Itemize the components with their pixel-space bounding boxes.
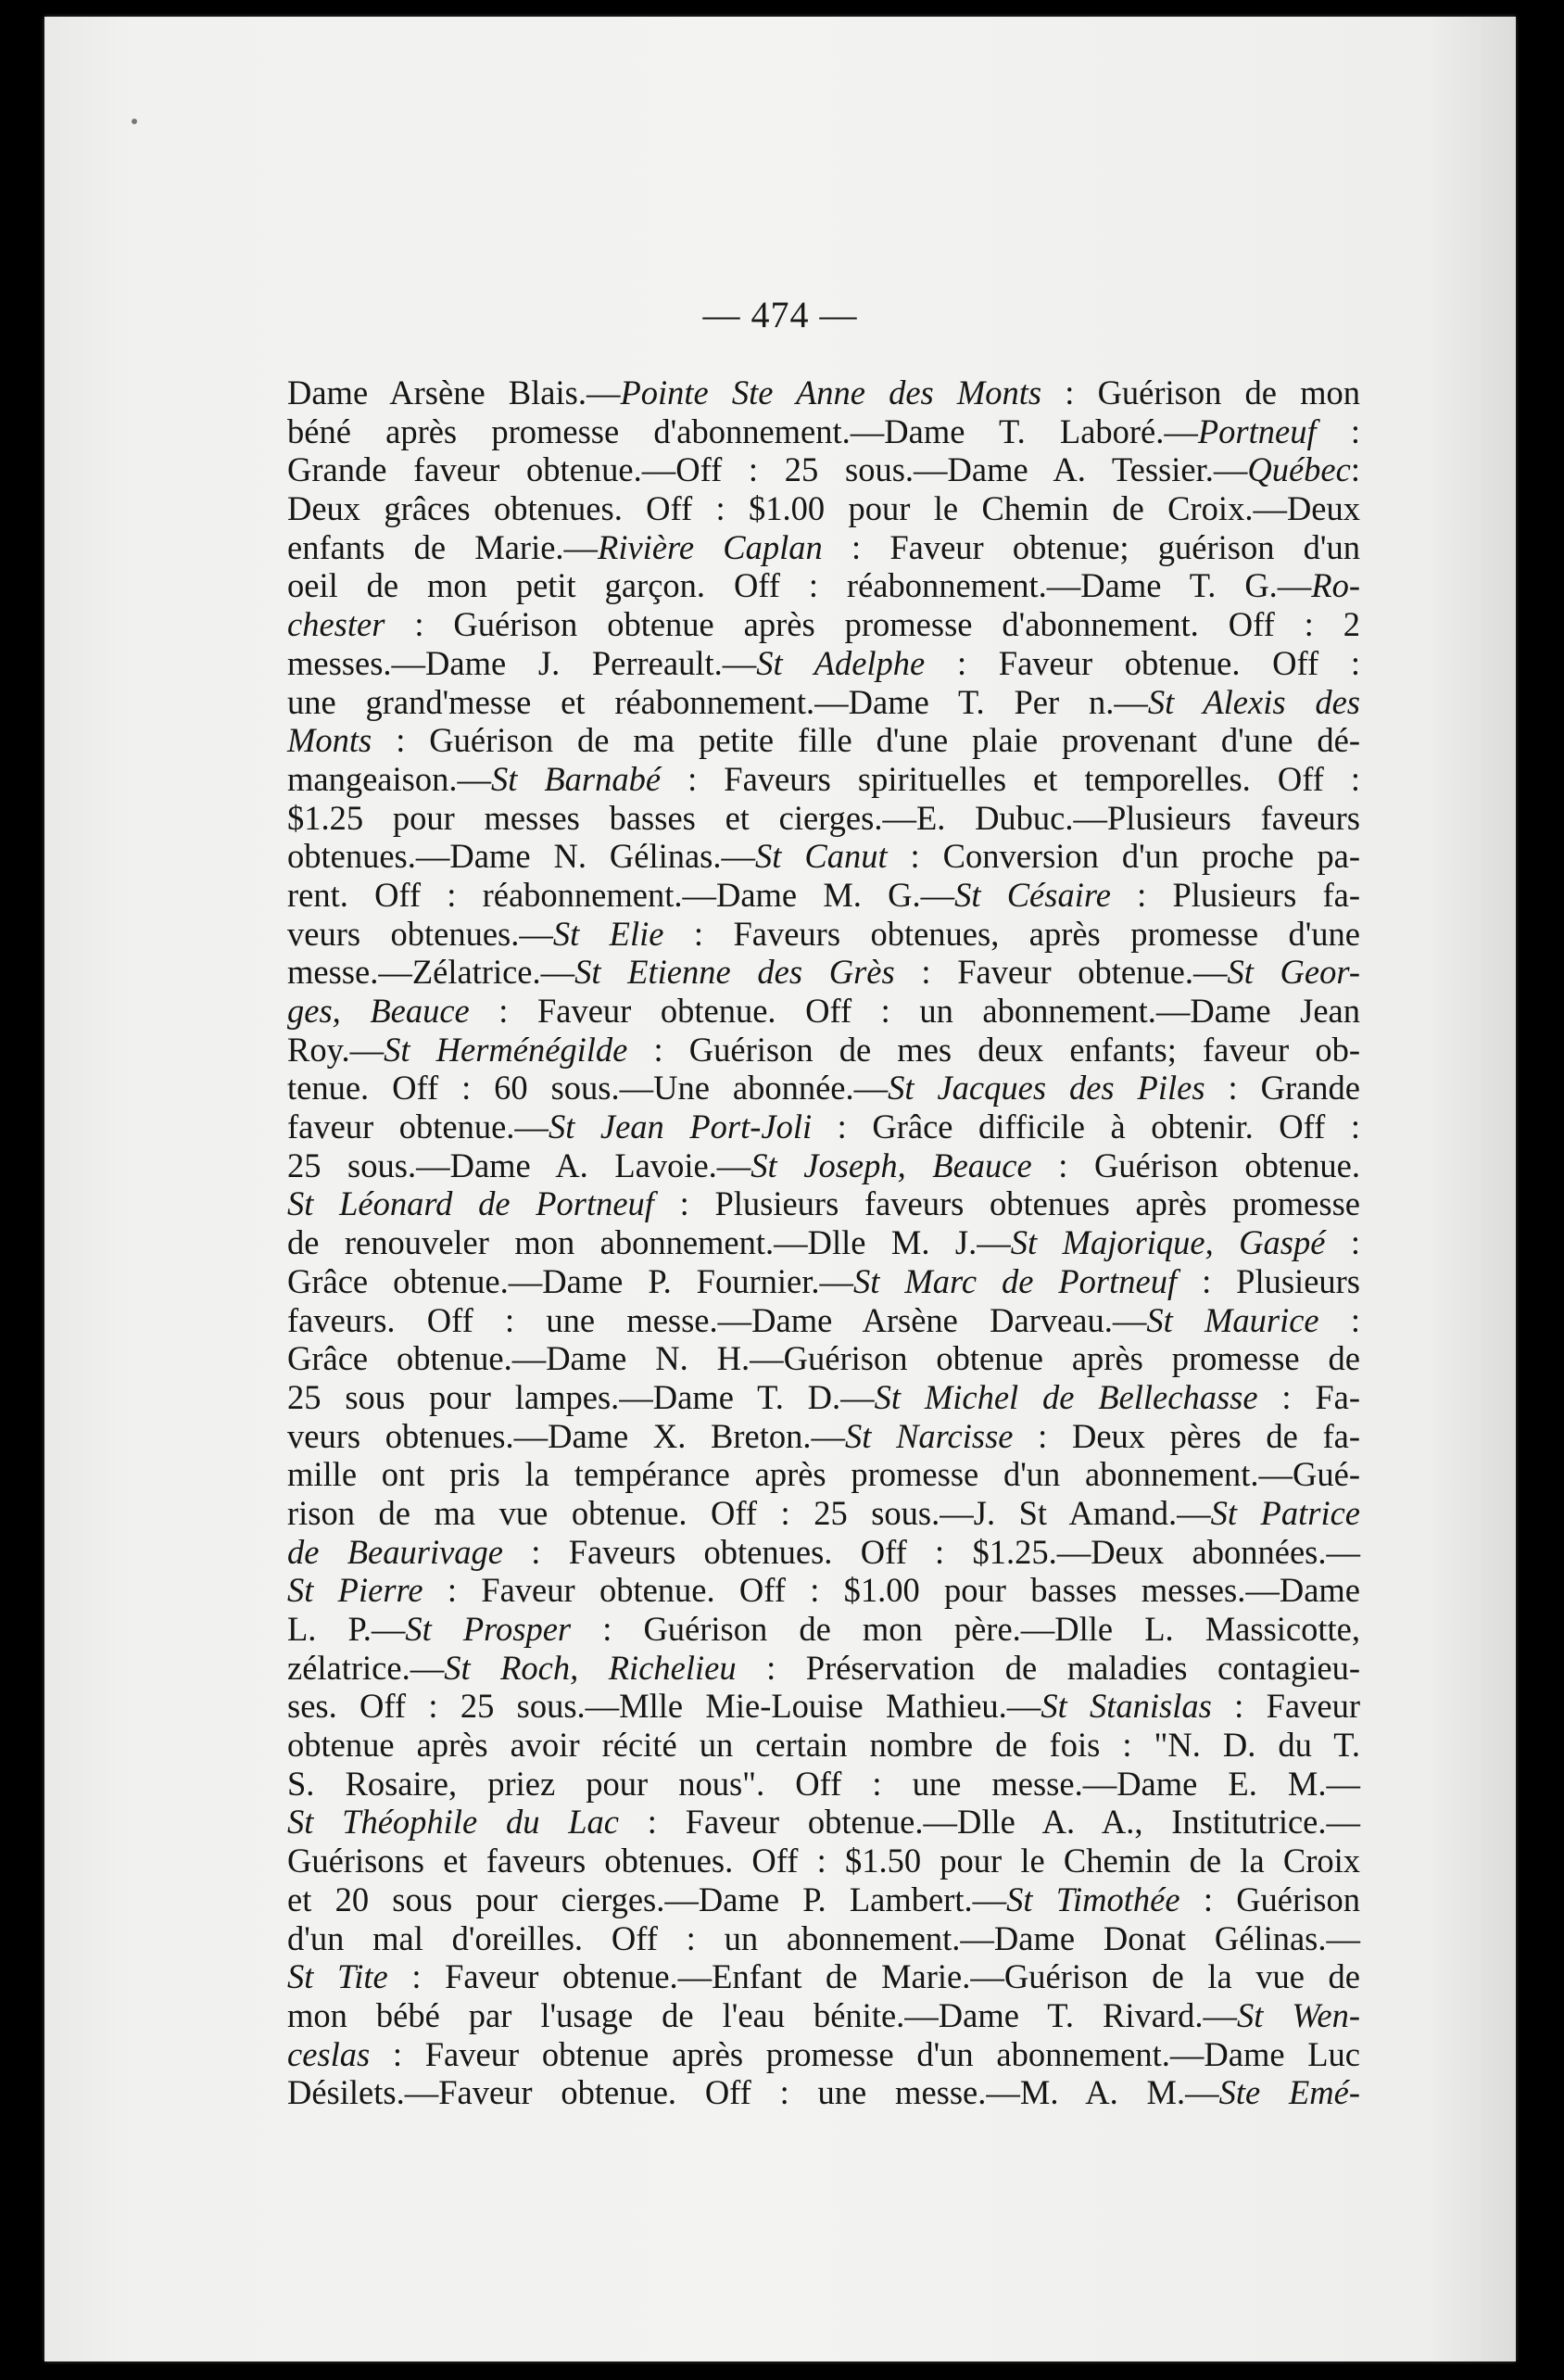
italic-place-name: St Wen- [1236, 1995, 1360, 2034]
text-line [287, 1301, 1360, 1340]
text-line [287, 2035, 1360, 2074]
text-run: : Plusieurs [1177, 1261, 1361, 1300]
text-line [287, 1108, 1360, 1146]
text-line [287, 721, 1360, 760]
text-line [287, 953, 1360, 992]
italic-place-name: Ro- [1311, 566, 1360, 605]
text-run: : Faveur obtenue. Off : $1.00 pour basses messes.—Dame [423, 1571, 1360, 1610]
text-run: : Guérison de mes deux enfants; faveur ob- [627, 1030, 1360, 1069]
text-run: : Guérison obtenue. [1031, 1146, 1360, 1184]
text-line [287, 915, 1360, 954]
text-line [287, 1842, 1360, 1880]
italic-place-name: Québec [1247, 450, 1351, 489]
italic-place-name: Pointe Ste Anne des Monts [620, 373, 1042, 411]
text-line [287, 605, 1360, 644]
text-run: 25 sous.—Dame A. Lavoie.— [287, 1146, 751, 1184]
text-run: Grâce obtenue.—Dame P. Fournier.— [287, 1261, 853, 1300]
italic-place-name: Rivière Caplan [598, 527, 823, 566]
text-run: : Plusieurs fa- [1110, 875, 1361, 914]
text-run: enfants de Marie.— [287, 527, 599, 566]
italic-place-name: chester [287, 605, 385, 644]
italic-place-name: St Stanislas [1041, 1687, 1212, 1726]
text-line [287, 1996, 1360, 2035]
text-line [287, 1184, 1360, 1223]
text-run: : Faveur obtenue; guérison d'un [822, 527, 1360, 566]
text-run: : Faveur obtenue.— [894, 953, 1228, 992]
italic-place-name: St Adelphe [756, 643, 926, 682]
text-line [287, 1649, 1360, 1688]
text-run: d'un mal d'oreilles. Off : un abonnement.—Dame Donat Gélinas.— [287, 1918, 1360, 1957]
text-line [287, 2073, 1360, 2112]
italic-place-name: St Césaire [954, 875, 1111, 914]
italic-place-name: St Canut [755, 837, 888, 876]
text-line [287, 760, 1360, 799]
italic-place-name: ges, Beauce [287, 992, 470, 1030]
italic-place-name: ceslas [287, 2034, 371, 2073]
text-run: obtenues.—Dame N. Gélinas.— [287, 837, 756, 876]
text-run: : Plusieurs faveurs obtenues après promesse [653, 1184, 1360, 1223]
text-run: : [1316, 411, 1360, 450]
text-run: : [1318, 1300, 1360, 1339]
text-line [287, 1378, 1360, 1417]
text-run: : Conversion d'un proche pa- [887, 837, 1360, 876]
text-run: : Faveurs spirituelles et temporelles. Off : [661, 759, 1361, 798]
text-run: obtenue après avoir récité un certain nombre de fois : "N. D. du T. [287, 1726, 1360, 1765]
italic-place-name: St Elie [552, 914, 664, 953]
text-run: Désilets.—Faveur obtenue. Off : une messe.—M. A. M.— [287, 2073, 1219, 2112]
text-run: : [1350, 450, 1360, 489]
text-line [287, 1494, 1360, 1533]
text-line [287, 1069, 1360, 1108]
text-line [287, 1957, 1360, 1996]
text-line [287, 528, 1360, 567]
text-line [287, 1455, 1360, 1494]
page-number: — 474 — [702, 294, 858, 335]
text-run: : Guérison de mon [1041, 373, 1360, 411]
text-run: 25 sous pour lampes.—Dame T. D.— [287, 1377, 875, 1416]
italic-place-name: St Jean Port-Joli [548, 1108, 813, 1146]
italic-place-name: Ste Emé- [1218, 2073, 1361, 2112]
text-run: rent. Off : réabonnement.—Dame M. G.— [287, 875, 955, 914]
italic-place-name: St Prosper [405, 1610, 572, 1648]
text-run: : Fa- [1257, 1377, 1361, 1416]
text-line [287, 992, 1360, 1031]
text-line [287, 1765, 1360, 1804]
text-run: mille ont pris la tempérance après promesse d'un abonnement.—Gué- [287, 1455, 1360, 1494]
text-line [287, 644, 1360, 683]
text-line [287, 373, 1360, 412]
text-line [287, 799, 1360, 838]
italic-place-name: St Timothée [1006, 1880, 1180, 1918]
text-line [287, 683, 1360, 722]
text-run: : Faveurs obtenues. Off : $1.25.—Deux abonnées.— [502, 1532, 1360, 1571]
italic-place-name: St Narcisse [845, 1416, 1014, 1455]
italic-place-name: St Léonard de Portneuf [287, 1184, 654, 1223]
text-run: : Guérison obtenue après promesse d'abonnement. Off : 2 [385, 605, 1360, 644]
text-line [287, 1031, 1360, 1070]
text-run: : Faveur obtenue. Off : [925, 643, 1360, 682]
text-line [287, 1880, 1360, 1919]
text-run: Deux grâces obtenues. Off : $1.00 pour le Chemin de Croix.—Deux [287, 489, 1360, 528]
text-run: mon bébé par l'usage de l'eau bénite.—Dame T. Rivard.— [287, 1995, 1237, 2034]
text-run: faveurs. Off : une messe.—Dame Arsène Darveau.— [287, 1300, 1147, 1339]
text-line [287, 1223, 1360, 1262]
italic-place-name: Monts [287, 721, 372, 760]
text-run: : Guérison de mon père.—Dlle L. Massicotte, [571, 1610, 1360, 1648]
text-run: tenue. Off : 60 sous.—Une abonnée.— [287, 1069, 889, 1108]
text-line [287, 837, 1360, 876]
italic-place-name: St Patrice [1210, 1493, 1360, 1532]
text-run: mangeaison.— [287, 759, 491, 798]
text-run: : Faveur obtenue.—Enfant de Marie.—Guérison de la vue de [387, 1957, 1360, 1996]
italic-place-name: St Théophile du Lac [287, 1803, 619, 1842]
text-line [287, 1571, 1360, 1610]
text-run: : Faveur obtenue.—Dlle A. A., Institutrice.— [618, 1803, 1360, 1842]
text-run: $1.25 pour messes basses et cierges.—E. Dubuc.—Plusieurs faveurs [287, 798, 1360, 837]
italic-place-name: St Herménégilde [384, 1030, 628, 1069]
text-run: rison de ma vue obtenue. Off : 25 sous.—J. St Amand.— [287, 1493, 1211, 1532]
text-run: : Faveurs obtenues, après promesse d'une [663, 914, 1360, 953]
text-run: et 20 sous pour cierges.—Dame P. Lambert.— [287, 1880, 1007, 1918]
text-line [287, 566, 1360, 605]
text-run: ses. Off : 25 sous.—Mlle Mie-Louise Mathieu.— [287, 1687, 1041, 1726]
text-run: messe.—Zélatrice.— [287, 953, 575, 992]
text-run: zélatrice.— [287, 1648, 445, 1687]
italic-place-name: St Joseph, Beauce [750, 1146, 1032, 1184]
text-line [287, 489, 1360, 528]
text-line [287, 450, 1360, 489]
text-run: : Préservation de maladies contagieu- [736, 1648, 1360, 1687]
text-line [287, 1339, 1360, 1378]
italic-place-name: St Pierre [287, 1571, 423, 1610]
italic-place-name: St Etienne des Grès [574, 953, 895, 992]
text-run: : Deux pères de fa- [1013, 1416, 1360, 1455]
italic-place-name: St Jacques des Piles [888, 1069, 1205, 1108]
text-run: : Faveur obtenue après promesse d'un abonnement.—Dame Luc [370, 2034, 1360, 2073]
dust-speck [132, 119, 137, 124]
text-run: messes.—Dame J. Perreault.— [287, 643, 757, 682]
text-run: Roy.— [287, 1030, 385, 1069]
scanned-page [44, 17, 1516, 2361]
italic-place-name: St Alexis des [1147, 682, 1360, 721]
text-line [287, 1417, 1360, 1456]
text-run: veurs obtenues.— [287, 914, 553, 953]
italic-place-name: de Beaurivage [287, 1532, 503, 1571]
text-line [287, 1687, 1360, 1726]
text-line [287, 1803, 1360, 1842]
text-line [287, 1919, 1360, 1958]
text-line [287, 412, 1360, 451]
italic-place-name: St Roch, Richelieu [444, 1648, 737, 1687]
text-run: de renouveler mon abonnement.—Dlle M. J.— [287, 1223, 1011, 1262]
italic-place-name: St Marc de Portneuf [852, 1261, 1178, 1300]
text-run: : Grâce difficile à obtenir. Off : [812, 1108, 1360, 1146]
text-run: S. Rosaire, priez pour nous". Off : une messe.—Dame E. M.— [287, 1764, 1360, 1803]
text-line [287, 1146, 1360, 1185]
italic-place-name: St Tite [287, 1957, 388, 1996]
text-run: béné après promesse d'abonnement.—Dame T. Laboré.— [287, 411, 1198, 450]
italic-place-name: St Majorique, Gaspé [1010, 1223, 1326, 1262]
text-run: : Guérison de ma petite fille d'une plaie provenant d'une dé- [372, 721, 1360, 760]
text-line [287, 876, 1360, 915]
text-run: veurs obtenues.—Dame X. Breton.— [287, 1416, 846, 1455]
text-run: : [1325, 1223, 1360, 1262]
text-run: une grand'messe et réabonnement.—Dame T. Per n.— [287, 682, 1148, 721]
text-run: Guérisons et faveurs obtenues. Off : $1.50 pour le Chemin de la Croix [287, 1842, 1360, 1880]
text-run: Grâce obtenue.—Dame N. H.—Guérison obtenue après promesse de [287, 1339, 1360, 1378]
italic-place-name: Portneuf [1197, 411, 1317, 450]
text-run: : Faveur [1211, 1687, 1360, 1726]
text-run: L. P.— [287, 1610, 406, 1648]
text-line [287, 1262, 1360, 1301]
italic-place-name: St Maurice [1146, 1300, 1319, 1339]
text-run: : Grande [1205, 1069, 1360, 1108]
italic-place-name: St Michel de Bellechasse [874, 1377, 1258, 1416]
text-run: : Faveur obtenue. Off : un abonnement.—Dame Jean [469, 992, 1360, 1030]
text-run: Dame Arsène Blais.— [287, 373, 621, 411]
text-run: : Guérison [1179, 1880, 1361, 1918]
italic-place-name: St Geor- [1227, 953, 1360, 992]
text-run: Grande faveur obtenue.—Off : 25 sous.—Dame A. Tessier.— [287, 450, 1248, 489]
text-run: oeil de mon petit garçon. Off : réabonnement.—Dame T. G.— [287, 566, 1312, 605]
italic-place-name: St Barnabé [490, 759, 662, 798]
text-run: faveur obtenue.— [287, 1108, 549, 1146]
body-text [287, 373, 1360, 2112]
text-line [287, 1610, 1360, 1649]
text-line [287, 1726, 1360, 1765]
text-line [287, 1533, 1360, 1572]
